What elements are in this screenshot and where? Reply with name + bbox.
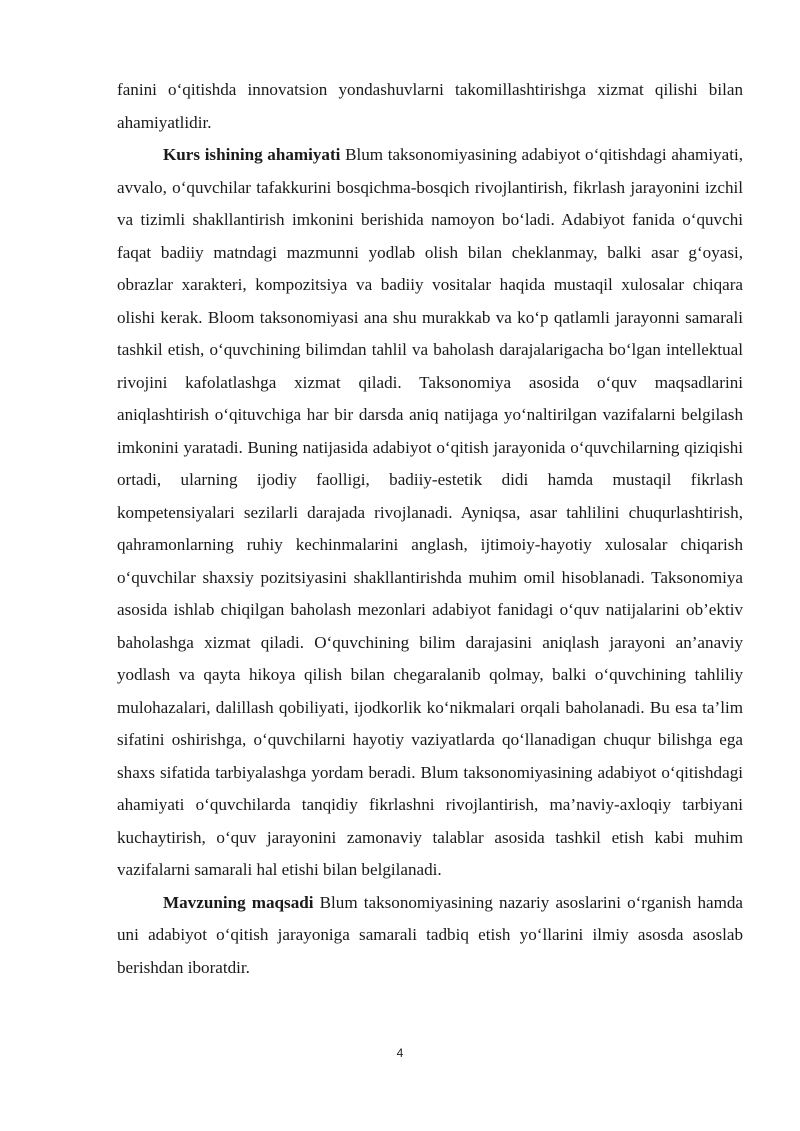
section-heading-goal: Mavzuning maqsadi xyxy=(163,892,314,912)
paragraph-goal xyxy=(117,887,743,985)
paragraph-significance xyxy=(117,139,743,887)
document-body xyxy=(117,74,743,984)
paragraph-text: Blum taksonomiyasining nazariy asoslarini o‘rganish hamda uni adabiyot o‘qitish jarayoniga samarali tadbiq etish yo‘llarini ilmiy asosda asoslab berishdan iboratdir. xyxy=(117,892,744,977)
paragraph-text: Blum taksonomiyasining adabiyot o‘qitishdagi ahamiyati, avvalo, o‘quvchilar tafakkurini bosqichma-bosqich rivojlantirish, fikrlash jarayonini izchil va tizimli shakllantirish imkonini berishida namoyon bo‘ladi. Adabiyot fanida o‘quvchi faqat badiiy matndagi mazmunni yodlab olish bilan cheklanmay, balki asar g‘oyasi, obrazlar xarakteri, kompozitsiya va badiiy vositalar haqida mustaqil xulosalar chiqara olishi kerak. Bloom taksonomiyasi ana shu murakkab va ko‘p qatlamli jarayonni samarali tashkil etish, o‘quvchining bilimdan tahlil va baholash darajalarigacha bo‘lgan intellektual rivojini kafolatlashga xizmat qiladi. Taksonomiya asosida o‘quv maqsadlarini aniqlashtirish o‘qituvchiga har bir darsda aniq natijaga yo‘naltirilgan vazifalarni belgilash imkonini yaratadi. Buning natijasida adabiyot o‘qitish jarayonida o‘quvchilarning qiziqishi ortadi, ularning ijodiy faolligi, badiiy-estetik didi hamda mustaqil fikrlash kompetensiyalari sezilarli darajada rivojlanadi. Ayniqsa, asar tahlilini chuqurlashtirish, qahramonlarning ruhiy kechinmalarini anglash, ijtimoiy-hayotiy xulosalar chiqarish o‘quvchilar shaxsiy pozitsiyasini shakllantirishda muhim omil hisoblanadi. Taksonomiya asosida ishlab chiqilgan baholash mezonlari adabiyot fanidagi o‘quv natijalarini ob’ektiv baholashga xizmat qiladi. O‘quvchining bilim darajasini aniqlash jarayoni an’anaviy yodlash va qayta hikoya qilish bilan chegaralanib qolmay, balki o‘quvchining tahliliy mulohazalari, dalillash qobiliyati, ijodkorlik ko‘nikmalari orqali baholanadi. Bu esa ta’lim sifatini oshirishga, o‘quvchilarni hayotiy vaziyatlarda qo‘llanadigan chuqur bilishga ega shaxs sifatida tarbiyalashga yordam beradi. Blum taksonomiyasining adabiyot o‘qitishdagi ahamiyati o‘quvchilarda tanqidiy fikrlashni rivojlantirish, ma’naviy-axloqiy tarbiyani kuchaytirish, o‘quv jarayonini zamonaviy talablar asosida tashkil etish kabi muhim vazifalarni samarali hal etishi bilan belgilanadi. xyxy=(117,145,744,879)
paragraph-continuation xyxy=(117,74,743,139)
paragraph-text: fanini o‘qitishda innovatsion yondashuvlarni takomillashtirishga xizmat qilishi bilan ahamiyatlidir. xyxy=(117,80,743,132)
section-heading-significance: Kurs ishining ahamiyati xyxy=(163,145,341,164)
page-number: 4 xyxy=(396,1046,404,1060)
